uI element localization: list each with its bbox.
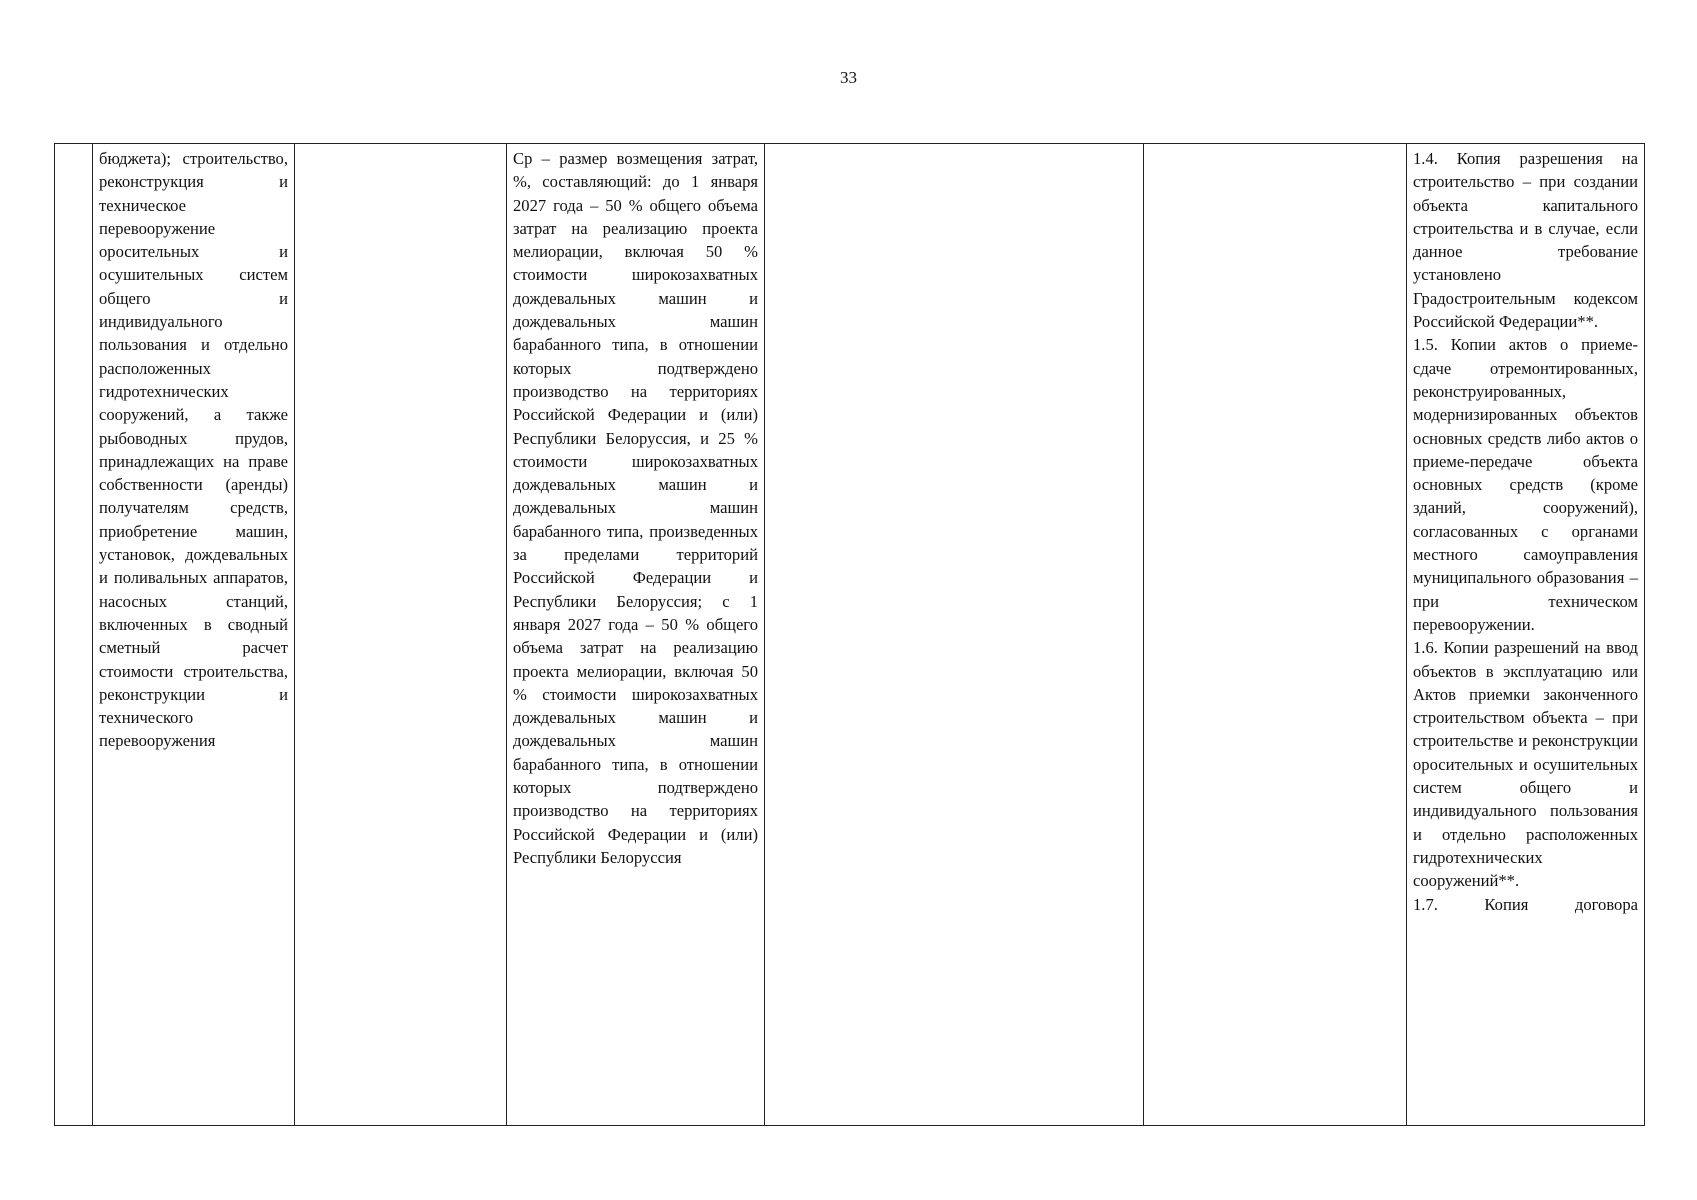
table-cell-6	[1144, 144, 1407, 1126]
doc-item-1-7: 1.7. Копия договора	[1413, 894, 1638, 914]
table-cell-4	[507, 144, 765, 1126]
doc-item-1-5: 1.5. Копии актов о приеме-сдаче отремонтированных, реконструированных, модернизированных объектов основных средств либо актов о приеме-передаче объекта основных средств (кроме зданий, сооружений), согласованных с органами местного самоуправления муниципального образования – при техническом перевооружении.	[1413, 335, 1638, 634]
requirements-table	[54, 143, 1645, 1126]
doc-item-1-6: 1.6. Копии разрешений на ввод объектов в эксплуатацию или Актов приемки законченного строительством объекта – при строительстве и реконструкции оросительных и осушительных систем общего и индивидуального пользования и отдельно расположенных гидротехнических сооружений**.	[1413, 638, 1638, 891]
page-number: 33	[840, 68, 857, 87]
table-cell-1	[55, 144, 93, 1126]
table-cell-7	[1407, 144, 1645, 1126]
cell-text-reimbursement: Ср – размер возмещения затрат, %, составляющий: до 1 января 2027 года – 50 % общего объема затрат на реализацию проекта мелиорации, включая 50 % стоимости широкозахватных дождевальных машин и дождевальных машин барабанного типа, в отношении которых подтверждено производство на территориях Российской Федерации и (или) Республики Белоруссия, и 25 % стоимости широкозахватных дождевальных машин и дождевальных машин барабанного типа, произведенных за пределами территорий Российской Федерации и Республики Белоруссия; с 1 января 2027 года – 50 % общего объема затрат на реализацию проекта мелиорации, включая 50 % стоимости широкозахватных дождевальных машин и дождевальных машин барабанного типа, в отношении которых подтверждено производство на территориях Российской Федерации и (или) Республики Белоруссия	[513, 149, 758, 867]
table-cell-2	[93, 144, 295, 1126]
table-cell-5	[765, 144, 1144, 1126]
doc-item-1-4: 1.4. Копия разрешения на строительство – при создании объекта капитального строительства и в случае, если данное требование установлено Градостроительным кодексом Российской Федерации**.	[1413, 149, 1638, 332]
table-cell-3	[295, 144, 507, 1126]
cell-text-directions: бюджета); строительство, реконструкция и техническое перевооружение оросительных и осушительных систем общего и индивидуального пользования и отдельно расположенных гидротехнических сооружений, а также рыбоводных прудов, принадлежащих на праве собственности (аренды) получателям средств, приобретение машин, установок, дождевальных и поливальных аппаратов, насосных станций, включенных в сводный сметный расчет стоимости строительства, реконструкции и технического перевооружения	[99, 149, 288, 751]
table-row	[55, 144, 1645, 1126]
